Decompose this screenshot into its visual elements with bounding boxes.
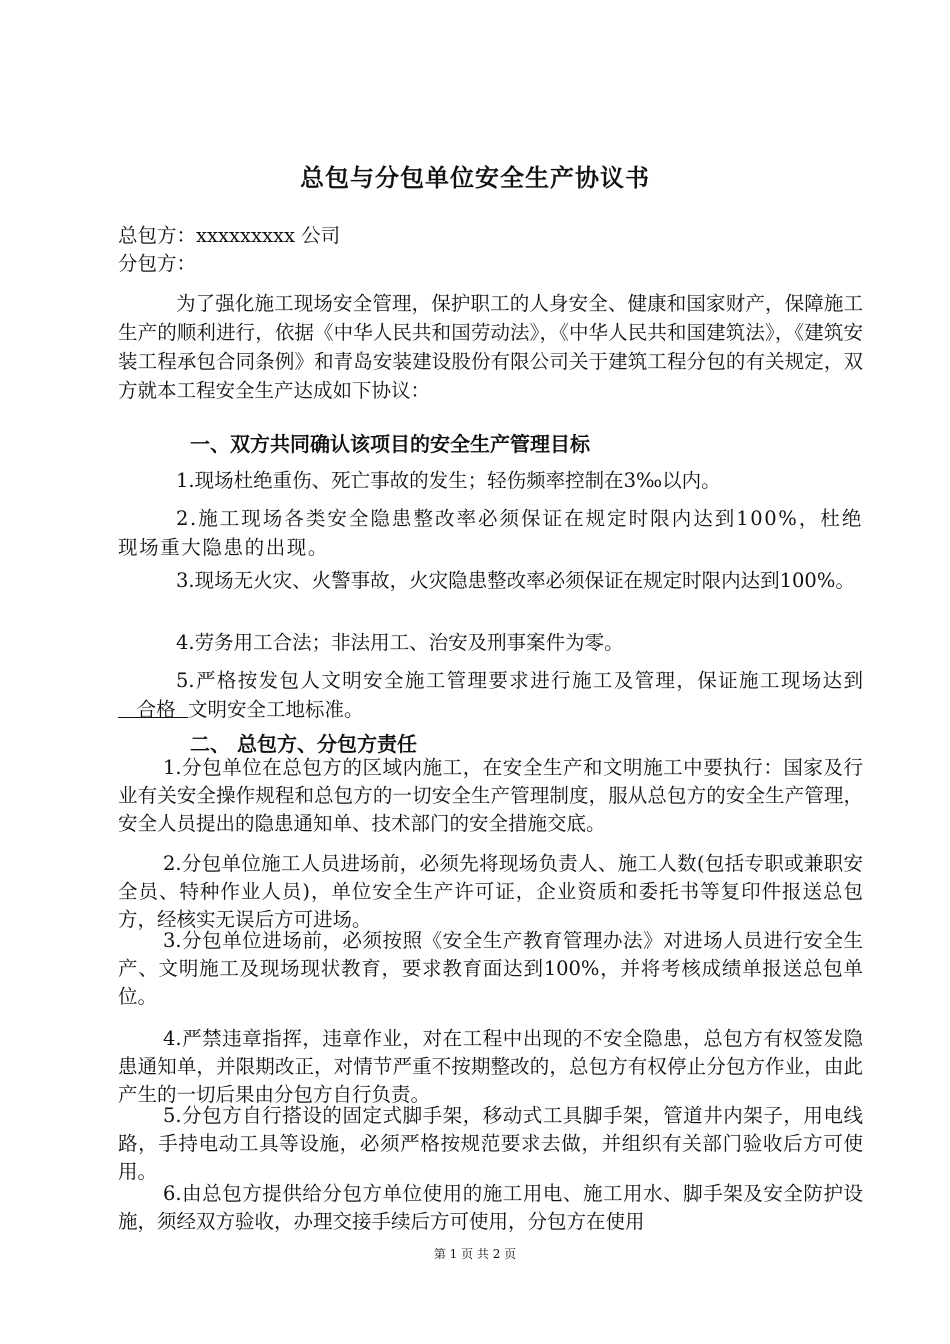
section-1-heading: 一、双方共同确认该项目的安全生产管理目标 — [190, 432, 590, 456]
target-grade-blank: 合格 — [118, 698, 188, 721]
section-2-item-6: 6.由总包方提供给分包方单位使用的施工用电、施工用水、脚手架及安全防护设施，须经双方验收，办理交接手续后方可使用，分包方在使用 — [118, 1182, 863, 1233]
section-1-item-1: 1.现场杜绝重伤、死亡事故的发生；轻伤频率控制在3‰以内。 — [176, 469, 721, 492]
document-title: 总包与分包单位安全生产协议书 — [300, 164, 650, 192]
section-1-item-3: 3.现场无火灾、火警事故，火灾隐患整改率必须保证在规定时限内达到100%。 — [176, 569, 855, 592]
item-5-text-before: 5.严格按发包人文明安全施工管理要求进行施工及管理，保证施工现场达到 — [176, 669, 863, 692]
section-2-heading: 二、 总包方、分包方责任 — [190, 732, 417, 756]
party-b-line: 分包方： — [118, 252, 197, 275]
section-2-item-3: 3.分包单位进场前，必须按照《安全生产教育管理办法》对进场人员进行安全生产、文明施工及现场现状教育，要求教育面达到100%，并将考核成绩单报送总包单位。 — [118, 929, 863, 1008]
section-2-item-4: 4.严禁违章指挥，违章作业，对在工程中出现的不安全隐患，总包方有权签发隐患通知单，并限期改正，对情节严重不按期整改的，总包方有权停止分包方作业，由此产生的一切后果由分包方自行负责。 — [118, 1027, 863, 1106]
section-1-item-4: 4.劳务用工合法；非法用工、治安及刑事案件为零。 — [176, 631, 624, 654]
section-2-item-2: 2.分包单位施工人员进场前，必须先将现场负责人、施工人数(包括专职或兼职安全员、特种作业人员)，单位安全生产许可证，企业资质和委托书等复印件报送总包方，经核实无误后方可进场。 — [118, 852, 863, 931]
item-5-text-after: 文明安全工地标准。 — [188, 698, 364, 721]
section-1-item-2: 2.施工现场各类安全隐患整改率必须保证在规定时限内达到100%，杜绝现场重大隐患的出现。 — [118, 507, 863, 559]
section-2-item-1: 1.分包单位在总包方的区域内施工，在安全生产和文明施工中要执行：国家及行业有关安全操作规程和总包方的一切安全生产管理制度，服从总包方的安全生产管理，安全人员提出的隐患通知单、技术部门的安全措施交底。 — [118, 756, 863, 835]
page-number-footer: 第 1 页 共 2 页 — [433, 1247, 517, 1261]
party-a-line: 总包方：xxxxxxxxx 公司 — [118, 224, 341, 247]
intro-paragraph: 为了强化施工现场安全管理，保护职工的人身安全、健康和国家财产，保障施工生产的顺利进行，依据《中华人民共和国劳动法》，《中华人民共和国建筑法》，《建筑安装工程承包合同条例》和青岛安装建设股份有限公司关于建筑工程分包的有关规定，双方就本工程安全生产达成如下协议： — [118, 292, 863, 402]
section-2-item-5: 5.分包方自行搭设的固定式脚手架，移动式工具脚手架，管道井内架子，用电线路，手持电动工具等设施，必须严格按规范要求去做，并组织有关部门验收后方可使用。 — [118, 1104, 863, 1183]
section-1-item-5 — [118, 666, 863, 724]
